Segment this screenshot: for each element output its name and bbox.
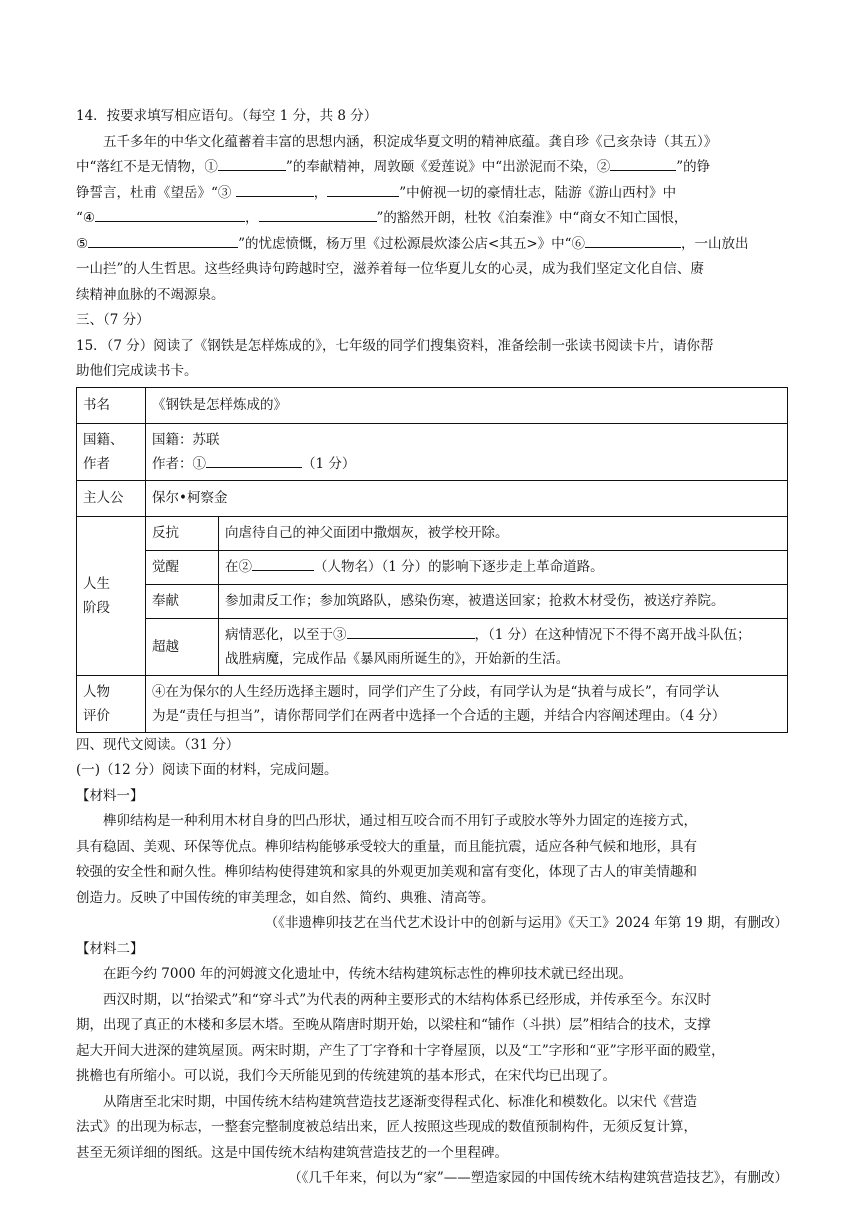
- section-3-heading: 三、（7 分）: [76, 312, 150, 328]
- table-row: [77, 387, 788, 423]
- hero-value: 保尔•柯察金: [146, 480, 788, 516]
- q15-title: 助他们完成读书卡。: [76, 363, 198, 379]
- material-2-text: 起大开间大进深的建筑屋顶。两宋时期，产生了丁字脊和十字脊屋顶，以及“工”字形和“亚”字形平面的殿堂，: [76, 1042, 725, 1059]
- table-row: [77, 618, 788, 675]
- answer-blank-2[interactable]: [610, 156, 676, 171]
- answer-blank-3b[interactable]: [327, 182, 399, 197]
- material-1-label: 【材料一】: [76, 787, 144, 804]
- table-row: [77, 423, 788, 480]
- material-2-label: 【材料二】: [76, 940, 144, 957]
- material-2-text: 法式》的出现为标志，一整套完整制度被总结出来，匠人按照这些现成的数值预制构件，无须反复计算，: [76, 1119, 697, 1135]
- q14-line: 铮誓言，杜甫《望岳》“③ ， ”中俯视一切的豪情壮志，陆游《游山西村》中: [76, 181, 788, 207]
- stage-text: 病情恶化，以至于③ ，（1 分）在这种情况下不得不离开战斗队伍； 战胜病魔，完成作品《暴风雨所诞生的》，开始新的生活。: [219, 618, 788, 675]
- stage-text: 参加肃反工作；参加筑路队，感染伤寒，被遣送回家；抢救木材受伤，被送疗养院。: [219, 584, 788, 618]
- answer-blank-4a[interactable]: [95, 207, 245, 222]
- answer-blank-4b[interactable]: [259, 207, 377, 222]
- q14-line: “④ ， ”的豁然开朗，杜牧《泊秦淮》中“商女不知亡国恨，: [76, 206, 788, 232]
- material-1-source: （《非遗榫卯技艺在当代艺术设计中的创新与运用》《天工》2024 年第 19 期，有删改）: [264, 915, 788, 931]
- evaluation-label: 人物 评价: [77, 675, 146, 732]
- stage-label: 人生 阶段: [77, 516, 146, 675]
- stage-name: 反抗: [146, 516, 219, 550]
- q14-line: ⑤ ”的忧虑愤慨，杨万里《过松源晨炊漆公店<其五>》中“⑥ ，一山放出: [76, 232, 788, 258]
- stage-name: 超越: [146, 618, 219, 675]
- hero-label: 主人公: [77, 480, 146, 516]
- author-blank[interactable]: [206, 453, 302, 468]
- stage-name: 觉醒: [146, 550, 219, 584]
- q14-line: 中“落红不是无情物，① ”的奉献精神，周敦颐《爱莲说》中“出淤泥而不染，② ”的铮: [76, 155, 788, 181]
- material-2-text: 在距今约 7000 年的河姆渡文化遗址中，传统木结构建筑标志性的榫卯技术就已经出现。: [103, 966, 632, 982]
- material-2-text: 期，出现了真正的木楼和多层木塔。至晚从隋唐时期开始，以梁柱和“铺作（斗拱）层”相结合的技术，支撑: [76, 1017, 711, 1033]
- table-row: [77, 675, 788, 732]
- material-2-text: 甚至无须详细的图纸。这是中国传统木结构建筑营造技艺的一个里程碑。: [76, 1144, 508, 1161]
- table-row: [77, 480, 788, 516]
- material-2-text: 西汉时期，以“抬梁式”和“穿斗式”为代表的两种主要形式的木结构体系已经形成，并传承至今。东汉时: [103, 991, 712, 1008]
- material-2-text: 从隋唐至北宋时期，中国传统木结构建筑营造技艺逐渐变得程式化、标准化和模数化。以宋代《营造: [103, 1093, 697, 1110]
- book-value: 《钢铁是怎样炼成的》: [146, 387, 788, 423]
- answer-blank-6[interactable]: [585, 233, 681, 248]
- q15-title: 15．（7 分）阅读了《钢铁是怎样炼成的》，七年级的同学们搜集资料，准备绘制一张读书阅读卡片，请你帮: [76, 337, 714, 354]
- q14-line: 五千多年的中华文化蕴蓄着丰富的思想内涵，积淀成华夏文明的精神底蕴。龚自珍《己亥杂诗（其五）》: [103, 133, 718, 150]
- condition-blank[interactable]: [347, 624, 475, 639]
- table-row: [77, 550, 788, 584]
- q14-title: 14．按要求填写相应语句。（每空 1 分，共 8 分）: [76, 108, 378, 124]
- part-1-heading: (一)（12 分）阅读下面的材料，完成问题。: [76, 762, 338, 778]
- material-1-text: 榫卯结构是一种利用木材自身的凹凸形状，通过相互咬合而不用钉子或胶水等外力固定的连接方式，: [103, 813, 697, 829]
- reading-card-table: [76, 387, 788, 733]
- material-1-text: 较强的安全性和耐久性。榫卯结构使得建筑和家具的外观更加美观和富有变化，体现了古人的审美情趣和: [76, 864, 697, 880]
- q14-line: 一山拦”的人生哲思。这些经典诗句跨越时空，滋养着每一位华夏儿女的心灵，成为我们坚定文化自信、赓: [76, 261, 704, 277]
- material-2-source: （《几千年来，何以为“家”——塑造家园的中国传统木结构建筑营造技艺》，有删改）: [288, 1170, 788, 1186]
- stage-name: 奉献: [146, 584, 219, 618]
- evaluation-text: ④在为保尔的人生经历选择主题时，同学们产生了分歧，有同学认为是“执着与成长”，有同学认 为是“责任与担当”，请你帮同学们在两者中选择一个合适的主题，并结合内容阐述理由。（4 分）: [146, 675, 788, 732]
- table-row: [77, 516, 788, 550]
- section-4-heading: 四、现代文阅读。（31 分）: [76, 736, 240, 753]
- material-1-text: 创造力。反映了中国传统的审美理念，如自然、简约、典雅、清高等。: [76, 889, 495, 906]
- stage-text: 向虐待自己的神父面团中撒烟灰，被学校开除。: [219, 516, 788, 550]
- nation-author-value: 国籍：苏联 作者：① （1 分）: [146, 423, 788, 480]
- character-blank[interactable]: [252, 556, 314, 571]
- answer-blank-3a[interactable]: [236, 182, 314, 197]
- material-2-text: 挑檐也有所缩小。可以说，我们今天所能见到的传统建筑的基本形式，在宋代均已出现了。: [76, 1068, 616, 1084]
- material-1-text: 具有稳固、美观、环保等优点。榫卯结构能够承受较大的重量，而且能抗震，适应各种气候和地形，具有: [76, 838, 697, 855]
- answer-blank-5[interactable]: [88, 233, 238, 248]
- book-label: 书名: [77, 387, 146, 423]
- exam-page: [76, 104, 788, 1192]
- nation-author-label: 国籍、 作者: [77, 423, 146, 480]
- table-row: [77, 584, 788, 618]
- stage-text: 在② （人物名）（1 分）的影响下逐步走上革命道路。: [219, 550, 788, 584]
- answer-blank-1[interactable]: [218, 156, 286, 171]
- q14-line: 续精神血脉的不竭源泉。: [76, 286, 225, 303]
